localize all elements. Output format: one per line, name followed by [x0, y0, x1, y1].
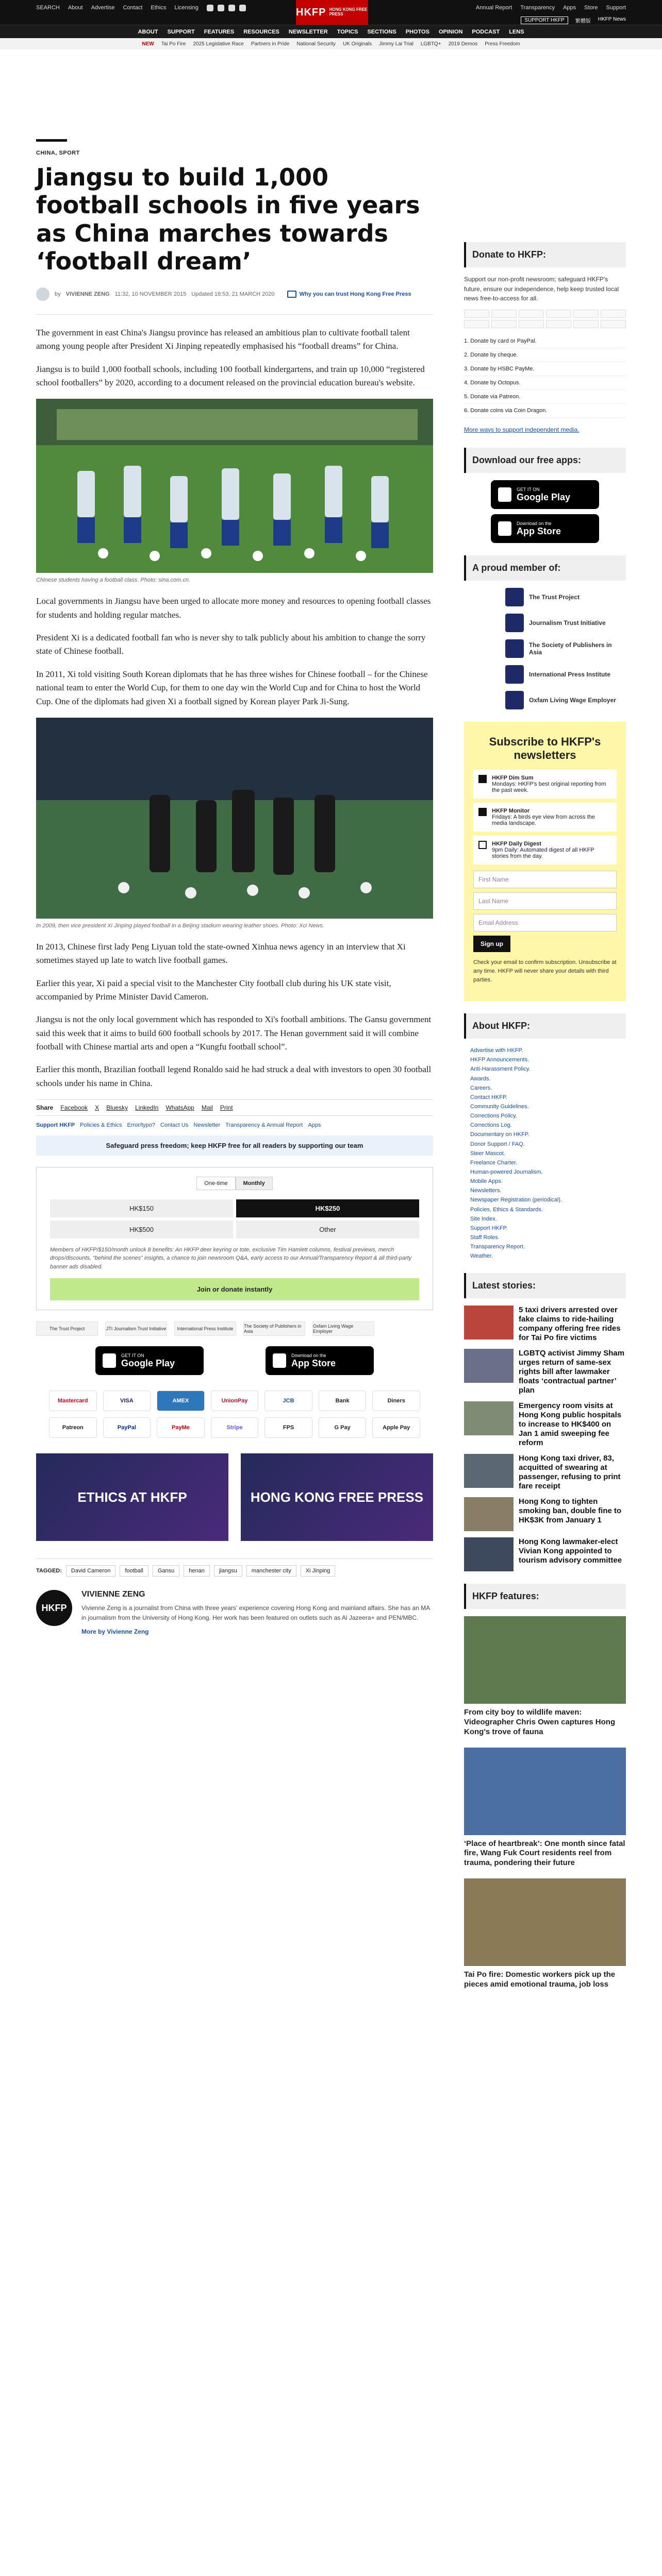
author-name[interactable]: VIVIENNE ZENG [65, 291, 110, 298]
member-heading: A proud member of: [464, 555, 626, 581]
member-name: The Trust Project [529, 594, 580, 601]
about-link[interactable]: Documentary on HKFP. [470, 1131, 529, 1138]
apps-link-2[interactable]: Apps [308, 1122, 321, 1128]
member-logo [505, 665, 524, 684]
about-link[interactable]: HKFP Announcements. [470, 1057, 529, 1063]
story-title: Hong Kong to tighten smoking ban, double fine to HK$3K from January 1 [519, 1497, 622, 1525]
member-org[interactable] [505, 588, 626, 606]
article [36, 139, 433, 1635]
member-name: International Press Institute [529, 671, 611, 679]
trending-item[interactable]: Tai Po Fire [161, 41, 186, 47]
card-logo [546, 320, 571, 328]
ethics-promo[interactable]: ETHICS AT HKFP [36, 1453, 228, 1541]
instagram-icon[interactable] [228, 5, 235, 11]
frequency-toggle [50, 1177, 419, 1190]
paragraph: Earlier this month, Brazilian football legend Ronaldo said he had struck a deal with investors to open 30 football schools under his name in China. [36, 1064, 432, 1088]
email-field[interactable]: Email Address [473, 914, 617, 931]
about-link[interactable]: Mobile Apps. [470, 1178, 503, 1185]
nav-topics[interactable]: TOPICS [337, 28, 358, 35]
sidebar [464, 242, 626, 1999]
author-box-name[interactable]: VIVIENNE ZENG [81, 1590, 145, 1599]
checkbox-checked[interactable] [478, 808, 487, 816]
story-title: Emergency room visits at Hong Kong public hospitals to increase to HK$400 on Jan 1 amid sweeping fee reform [519, 1401, 622, 1448]
promo-banners [36, 1453, 433, 1541]
main-nav [0, 25, 662, 38]
payment-logo: JCB [264, 1391, 312, 1411]
member-logo [505, 614, 524, 632]
hkfp-news-link[interactable]: HKFP News [598, 16, 626, 22]
ethics-link[interactable]: Ethics [151, 5, 167, 11]
tag[interactable]: Gansu [153, 1565, 179, 1577]
store-line: Download on the [517, 520, 552, 526]
trending-bar [0, 38, 662, 49]
new-badge: NEW [142, 41, 154, 47]
feature-image [464, 1878, 626, 1966]
donate-option[interactable]: 3. Donate by HSBC PayMe. [464, 362, 626, 376]
newsletter-heading: Subscribe to HKFP's newsletters [489, 735, 601, 761]
card-logo [573, 320, 599, 328]
donate-option[interactable]: 4. Donate by Octopus. [464, 376, 626, 390]
newsletter-desc: Fridays: A birds eye view from across the media landscape. [492, 814, 595, 826]
badge[interactable]: Oxfam Living Wage Employer [312, 1321, 374, 1336]
paragraph: The government in east China's Jiangsu province has released an ambitious plan to cultivate football talent among young people after President Xi Jinping repeatedly emphasised his “football dreams” for China. [36, 328, 410, 351]
story-thumbnail [464, 1497, 514, 1531]
amount-500[interactable]: HK$500 [50, 1221, 233, 1239]
tab-one-time[interactable]: One-time [196, 1177, 235, 1190]
donate-option[interactable]: 1. Donate by card or PayPal. [464, 334, 626, 348]
payment-logo: Apple Pay [372, 1417, 420, 1438]
publish-date: 11:32, 10 NOVEMBER 2015 [114, 291, 187, 298]
newsletter-note: Check your email to confirm subscription. Unsubscribe at any time. HKFP will never share your details with third parties. [473, 959, 617, 984]
about-link[interactable]: Contact HKFP. [470, 1094, 507, 1100]
sidebar-google-play[interactable] [491, 480, 599, 509]
share-x[interactable]: X [95, 1104, 100, 1111]
football-class-image [36, 399, 433, 573]
story-thumbnail [464, 1401, 514, 1435]
donate-option[interactable]: 6. Donate coins via Coin Dragon. [464, 404, 626, 418]
payment-logo: Stripe [211, 1417, 259, 1438]
story-title: LGBTQ activist Jimmy Sham urges return of same-sex rights bill after lawmaker floats ‘contractual partner’ plan [519, 1349, 625, 1395]
trending-item[interactable]: 2019 Demos [448, 41, 478, 47]
tagged-label: TAGGED: [36, 1568, 62, 1574]
trust-link[interactable] [287, 291, 411, 298]
about-link[interactable]: Staff Roles. [470, 1234, 500, 1241]
app-store-button[interactable] [266, 1346, 374, 1375]
tag[interactable]: henan [184, 1565, 210, 1577]
feature-title: ‘Place of heartbreak’: One month since fatal fire, Wang Fuk Court residents reel from trauma, pondering their future [464, 1839, 625, 1868]
badge[interactable]: JTI Journalism Trust Initiative [105, 1321, 167, 1336]
share-mail[interactable]: Mail [201, 1104, 213, 1111]
newsletter-link[interactable]: Newsletter [193, 1122, 221, 1128]
hkfp-promo[interactable]: HONG KONG FREE PRESS [241, 1453, 433, 1541]
paragraph: In 2013, Chinese first lady Peng Liyuan told the state-owned Xinhua news agency in an interview that Xi sometimes stayed up late to watch live football games. [36, 941, 406, 965]
trending-item[interactable]: Press Freedom [485, 41, 520, 47]
author-avatar [36, 287, 49, 301]
story-thumbnail [464, 1306, 514, 1340]
google-play-icon [103, 1353, 116, 1368]
last-name-field[interactable]: Last Name [473, 892, 617, 910]
newsletter-option[interactable] [473, 770, 617, 799]
trending-item[interactable]: UK Originals [342, 41, 372, 47]
first-name-field[interactable]: First Name [473, 871, 617, 888]
updated-date: Updated 18:53, 21 MARCH 2020 [191, 291, 275, 298]
paragraph: In 2011, Xi told visiting South Korean diplomats that he has three wishes for Chinese football – for the Chinese national team to enter the World Cup, for them to one day win the World Cup and for China to host the World Cup. One of the diplomats had given Xi a football signed by Korean player Park Ji-Sung. [36, 669, 428, 706]
story-thumbnail [464, 1349, 514, 1383]
latest-story[interactable] [464, 1349, 626, 1395]
youtube-icon[interactable] [239, 5, 246, 11]
amount-options [50, 1199, 419, 1239]
search-link[interactable]: SEARCH [36, 5, 60, 11]
card-logo [546, 310, 571, 318]
nav-resources[interactable]: RESOURCES [243, 28, 279, 35]
article-photo-2 [36, 718, 433, 919]
member-org[interactable] [505, 614, 626, 632]
tab-monthly[interactable]: Monthly [236, 1177, 273, 1190]
nav-newsletter[interactable]: NEWSLETTER [288, 28, 328, 35]
checkbox-checked[interactable] [478, 775, 487, 783]
about-link[interactable]: Corrections Policy. [470, 1113, 517, 1120]
trending-item[interactable]: LGBTQ+ [420, 41, 441, 47]
feature-title: From city boy to wildlife maven: Videographer Chris Owen captures Hong Kong's trove of fauna [464, 1708, 616, 1736]
about-link[interactable]: Careers. [470, 1084, 492, 1091]
card-logo [601, 320, 626, 328]
member-org[interactable] [505, 639, 626, 658]
support-links [36, 1122, 433, 1128]
paragraph: Jiangsu is to build 1,000 football schools, including 100 football kindergartens, and train up 10,000 “registered school footballers” by 2020, according to a document released on the provincial education bureau's website. [36, 364, 425, 388]
about-heading: About HKFP: [464, 1013, 626, 1039]
support-link[interactable]: Support [606, 5, 626, 11]
newsletter-option[interactable] [473, 836, 617, 865]
badge[interactable]: The Trust Project [36, 1321, 98, 1336]
share-bar [36, 1099, 433, 1116]
logo-text: HKFP [296, 6, 326, 18]
about-list [464, 1046, 626, 1261]
paragraph: President Xi is a dedicated football fan who is never shy to talk publicly about his ambition to change the sorry state of Chinese football. [36, 633, 426, 656]
article-category[interactable]: CHINA, SPORT [36, 150, 80, 156]
tag[interactable]: jiangsu [214, 1565, 242, 1577]
about-link[interactable]: Steer Mascot. [470, 1150, 505, 1157]
author-box [36, 1590, 433, 1635]
contact-us-link[interactable]: Contact Us [160, 1122, 189, 1128]
tag[interactable]: manchester city [246, 1565, 296, 1577]
nav-photos[interactable]: PHOTOS [405, 28, 429, 35]
about-link[interactable]: Site Index. [470, 1215, 497, 1222]
trending-item[interactable]: Jimmy Lai Trial [379, 41, 413, 47]
nav-lens[interactable]: LENS [509, 28, 524, 35]
share-facebook[interactable]: Facebook [60, 1104, 88, 1111]
about-link[interactable]: Anti-Harassment Policy. [470, 1066, 531, 1073]
store-line: GET IT ON [517, 486, 540, 492]
store-name: Google Play [121, 1358, 175, 1368]
trending-item[interactable]: National Security [296, 41, 336, 47]
payment-logo: G Pay [319, 1417, 367, 1438]
facebook-icon[interactable] [207, 5, 213, 11]
transparency-report-link[interactable]: Transparency & Annual Report [225, 1122, 303, 1128]
byline [36, 287, 433, 301]
about-link[interactable]: Community Guidelines. [470, 1103, 529, 1110]
tag[interactable]: Xi Jinping [301, 1565, 336, 1577]
chinese-version-link[interactable]: 繁體版 [575, 18, 591, 24]
apple-icon [273, 1353, 286, 1368]
join-button[interactable]: Join or donate instantly [50, 1278, 419, 1300]
badge[interactable]: The Society of Publishers in Asia [243, 1321, 305, 1336]
tag[interactable]: football [120, 1565, 148, 1577]
card-logo [519, 320, 544, 328]
payment-logo: VISA [103, 1391, 151, 1411]
contact-link[interactable]: Contact [123, 5, 143, 11]
checkbox[interactable] [478, 841, 487, 849]
donate-banner[interactable]: Safeguard press freedom; keep HKFP free for all readers by supporting our team [36, 1136, 433, 1156]
site-logo[interactable] [296, 0, 368, 25]
nav-support[interactable]: SUPPORT [167, 28, 195, 35]
nav-sections[interactable]: SECTIONS [367, 28, 396, 35]
payment-logo: PayMe [157, 1417, 205, 1438]
tag-list [36, 1558, 433, 1577]
amount-other[interactable]: Other [236, 1221, 419, 1239]
donate-option[interactable]: 5. Donate via Patreon. [464, 390, 626, 404]
xi-football-image [36, 718, 433, 919]
card-logo [573, 310, 599, 318]
newsletter-title: HKFP Dim Sum [492, 774, 534, 781]
logo-subtext: HONG KONG FREE PRESS [329, 7, 368, 16]
by-label: by [55, 291, 61, 298]
card-logo [519, 310, 544, 318]
article-photo-1 [36, 399, 433, 573]
store-name: Google Play [517, 492, 571, 502]
google-play-icon [498, 487, 511, 502]
newsletter-title: HKFP Monitor [492, 807, 530, 814]
feature-item[interactable] [464, 1748, 626, 1868]
author-logo: HKFP [36, 1590, 72, 1626]
amount-150[interactable]: HK$150 [50, 1199, 233, 1217]
latest-story[interactable] [464, 1537, 626, 1571]
card-logos [464, 310, 626, 328]
article-title: Jiangsu to build 1,000 football schools in five years as China marches towards ‘football dream’ [36, 163, 420, 275]
title-rule [36, 139, 67, 142]
payment-logo: FPS [264, 1417, 312, 1438]
support-hkfp-button[interactable]: SUPPORT HKFP [521, 16, 568, 24]
google-play-button[interactable] [95, 1346, 204, 1375]
feature-item[interactable] [464, 1878, 626, 1990]
signup-button[interactable]: Sign up [473, 936, 510, 952]
author-bio: Vivienne Zeng is a journalist from China with three years' experience covering Hong Kong and mainland affairs. She has an MA in journalism from the University of Hong Kong. Her work has been featured on outlets such as Al Jazeera+ and PEN/MBC. [81, 1604, 430, 1622]
share-whatsapp[interactable]: WhatsApp [166, 1104, 194, 1111]
social-icons [207, 5, 246, 11]
member-name: The Society of Publishers in Asia [528, 641, 612, 656]
nav-features[interactable]: FEATURES [204, 28, 235, 35]
feature-image [464, 1616, 626, 1704]
payment-logo: Bank [319, 1391, 367, 1411]
nav-about[interactable]: ABOUT [138, 28, 158, 35]
transparency-link[interactable]: Transparency [520, 5, 555, 11]
story-title: Hong Kong lawmaker-elect Vivian Kong appointed to tourism advisory committee [519, 1537, 622, 1565]
member-logo [505, 691, 524, 709]
about-link[interactable]: Freelance Charter. [470, 1159, 518, 1166]
newsletter-desc: Mondays: HKFP's best original reporting from the past week. [492, 781, 606, 793]
store-name: App Store [291, 1358, 336, 1368]
about-link[interactable]: Weather. [470, 1253, 493, 1260]
donate-box [36, 1167, 433, 1311]
payment-logo: PayPal [103, 1417, 151, 1438]
feature-title: Tai Po fire: Domestic workers pick up the pieces amid emotional trauma, job loss [464, 1970, 616, 1989]
about-link[interactable]: About [68, 5, 83, 11]
member-logo [505, 639, 524, 658]
member-name: Oxfam Living Wage Employer [529, 697, 616, 704]
store-line: GET IT ON [121, 1352, 144, 1358]
badge[interactable]: International Press Institute [174, 1321, 236, 1336]
feature-image [464, 1748, 626, 1835]
share-linkedin[interactable]: LinkedIn [135, 1104, 159, 1111]
more-ways-link[interactable]: More ways to support independent media. [464, 426, 580, 433]
nav-opinion[interactable]: OPINION [438, 28, 463, 35]
member-org[interactable] [505, 665, 626, 684]
payment-methods [49, 1391, 420, 1438]
about-link[interactable]: Newsletters. [470, 1188, 502, 1194]
licensing-link[interactable]: Licensing [174, 5, 198, 11]
member-name: Journalism Trust Initiative [529, 619, 606, 627]
member-logo [505, 588, 524, 606]
photo-caption: Chinese students having a football class. Photo: sina.com.cn. [36, 577, 191, 584]
x-icon[interactable] [218, 5, 224, 11]
paragraph: Earlier this year, Xi paid a special visit to the Manchester City football club during his UK state visit, accompanied by Prime Minister David Cameron. [36, 978, 391, 1002]
store-name: App Store [517, 526, 561, 536]
card-logo [601, 310, 626, 318]
about-link[interactable]: Human-powered Journalism. [470, 1168, 543, 1175]
donate-option[interactable]: 2. Donate by cheque. [464, 348, 626, 362]
about-link[interactable]: Advertise with HKFP. [470, 1047, 523, 1054]
amount-250[interactable]: HK$250 [236, 1199, 419, 1217]
paragraph: Jiangsu is not the only local government which has responded to Xi's football ambitions. The Gansu government said this week that it aims to build 600 football schools by 2017. The Henan government said it will combine football with Chinese martial arts and open a “Kungfu football school”. [36, 1014, 432, 1052]
trending-item[interactable]: Partners in Pride [251, 41, 290, 47]
photo-caption: In 2009, then vice president Xi Jinping played football in a Beijing stadium wearing leather shoes. Photo: Xci News. [36, 922, 324, 929]
badge-row [36, 1321, 433, 1336]
about-link[interactable]: Newspaper Registration (periodical). [470, 1197, 562, 1204]
payment-logo: UnionPay [211, 1391, 259, 1411]
more-by-author-link[interactable]: More by Vivienne Zeng [81, 1628, 149, 1635]
newsletter-title: HKFP Daily Digest [492, 840, 541, 847]
donate-heading: Donate to HKFP: [464, 242, 626, 267]
latest-story[interactable] [464, 1454, 626, 1491]
store-line: Download on the [291, 1352, 326, 1358]
apps-link[interactable]: Apps [563, 5, 576, 11]
donate-text: Support our non-profit newsroom; safeguard HKFP's future, ensure our independence, help keep trusted local news free-to-access for all. [464, 276, 619, 302]
annual-report-link[interactable]: Annual Report [475, 5, 512, 11]
trust-icon [287, 291, 296, 298]
card-logo [464, 310, 489, 318]
newsletter-desc: 9pm Daily: Automated digest of all HKFP stories from the day. [492, 846, 594, 859]
latest-story[interactable] [464, 1497, 626, 1531]
payment-logo: Patreon [49, 1417, 97, 1438]
features-heading: HKFP features: [464, 1584, 626, 1609]
about-link[interactable]: Support HKFP. [470, 1225, 508, 1231]
nav-podcast[interactable]: PODCAST [472, 28, 500, 35]
about-link[interactable]: Awards. [470, 1075, 491, 1082]
latest-story[interactable] [464, 1401, 626, 1448]
share-print[interactable]: Print [220, 1104, 233, 1111]
latest-story[interactable] [464, 1306, 626, 1343]
newsletter-box [464, 722, 626, 1001]
paragraph: Local governments in Jiangsu have been urged to allocate more money and resources to opening football classes for students and holding regular matches. [36, 596, 431, 620]
latest-heading: Latest stories: [464, 1273, 626, 1298]
support-hkfp-link[interactable]: Support HKFP [36, 1122, 75, 1128]
feature-item[interactable] [464, 1616, 626, 1737]
share-bluesky[interactable]: Bluesky [106, 1104, 128, 1111]
story-title: 5 taxi drivers arrested over fake claims to ride-hailing company offering free rides for Tai Po fire victims [519, 1306, 621, 1343]
trending-item[interactable]: 2025 Legislative Race [193, 41, 244, 47]
about-link[interactable]: Policies, Ethics & Standards. [470, 1206, 543, 1213]
about-link[interactable]: Corrections Log. [470, 1122, 512, 1129]
card-logo [464, 320, 489, 328]
apple-icon [498, 521, 511, 536]
app-buttons [36, 1346, 433, 1375]
about-link[interactable]: Transparency Report. [470, 1244, 525, 1250]
error-link[interactable]: Error/typo? [127, 1122, 155, 1128]
story-thumbnail [464, 1537, 514, 1571]
advertise-link[interactable]: Advertise [91, 5, 115, 11]
payment-logo: AMEX [157, 1391, 205, 1411]
member-benefits: Members of HKFP/$150/month unlock 8 benefits: An HKFP deer keyring or tote, exclusive Tim Hamlett columns, festival previews, merch drops/discounts, “behind the scenes” insights, a chance to join newsroom Q&A, early access to our Annual/Transparency Report & all third-party banner ads disabled. [50, 1246, 412, 1270]
apps-heading: Download our free apps: [464, 448, 626, 473]
card-logo [491, 320, 517, 328]
store-link[interactable]: Store [584, 5, 598, 11]
newsletter-option[interactable] [473, 803, 617, 832]
trust-label: Why you can trust Hong Kong Free Press [299, 291, 411, 298]
payment-logo: Diners [372, 1391, 420, 1411]
about-link[interactable]: Donor Support / FAQ. [470, 1141, 525, 1147]
sidebar-app-store[interactable] [491, 514, 599, 543]
story-title: Hong Kong taxi driver, 83, acquitted of swearing at passenger, refusing to print fare receipt [519, 1454, 621, 1491]
story-thumbnail [464, 1454, 514, 1488]
member-org[interactable] [505, 691, 626, 709]
payment-logo: Mastercard [49, 1391, 97, 1411]
policies-link[interactable]: Policies & Ethics [80, 1122, 122, 1128]
card-logo [491, 310, 517, 318]
tag[interactable]: David Cameron [66, 1565, 115, 1577]
share-label: Share [36, 1104, 54, 1111]
